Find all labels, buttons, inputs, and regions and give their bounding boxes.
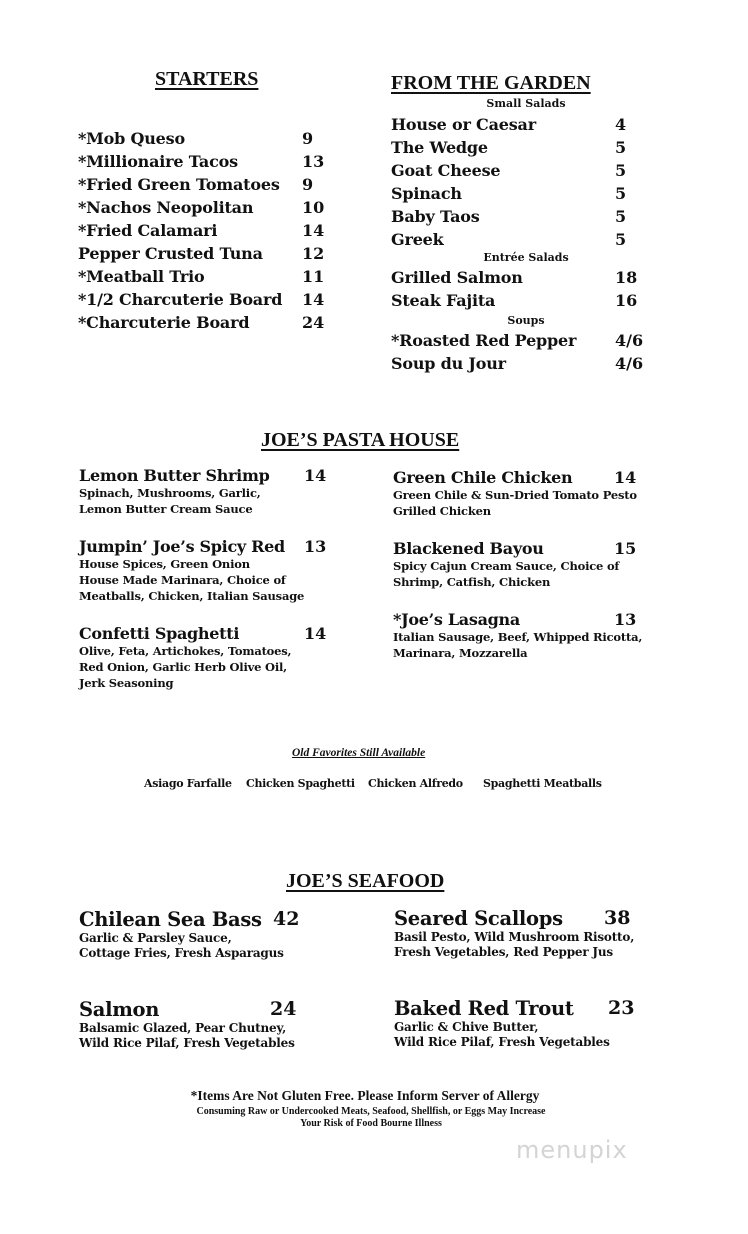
dish-price: 15 xyxy=(614,539,637,558)
item-price: 5 xyxy=(615,230,627,249)
menu-item xyxy=(78,150,358,173)
seafood-dish xyxy=(79,998,295,1051)
dish-desc-line: Fresh Vegetables, Red Pepper Jus xyxy=(394,945,613,959)
menu-item xyxy=(78,173,358,196)
item-price: 18 xyxy=(615,268,638,287)
item-name: Grilled Salmon xyxy=(391,268,523,287)
dish-price: 13 xyxy=(614,610,637,629)
dish-name: Jumpin’ Joe’s Spicy Red xyxy=(79,537,285,556)
dish-desc-line: Cottage Fries, Fresh Asparagus xyxy=(79,946,284,960)
menu-item xyxy=(391,159,661,182)
dish-desc-line: Red Onion, Garlic Herb Olive Oil, xyxy=(79,660,287,674)
dish-name: Green Chile Chicken xyxy=(393,468,573,487)
dish-desc-line: Spicy Cajun Cream Sauce, Choice of xyxy=(393,559,620,573)
watermark-logo: menupix xyxy=(516,1136,628,1164)
old-favorites-heading: Old Favorites Still Available xyxy=(292,747,426,759)
pasta-heading: JOE’S PASTA HOUSE xyxy=(261,429,460,451)
dish-desc-line: Balsamic Glazed, Pear Chutney, xyxy=(79,1021,287,1035)
soups-label: Soups xyxy=(507,314,545,327)
old-favorite-item: Spaghetti Meatballs xyxy=(483,777,602,790)
menu-item xyxy=(78,311,358,334)
menu-item xyxy=(78,219,358,242)
dish-desc-line: House Spices, Green Onion xyxy=(79,557,250,571)
item-price: 11 xyxy=(302,267,325,286)
dish-price: 14 xyxy=(304,466,327,485)
dish-desc-line: Garlic & Parsley Sauce, xyxy=(79,931,232,945)
dish-desc-line: Jerk Seasoning xyxy=(79,676,174,690)
dish-desc-line: Shrimp, Catfish, Chicken xyxy=(393,575,551,589)
pasta-dish xyxy=(393,539,637,590)
pasta-dish xyxy=(393,468,637,519)
item-name: Spinach xyxy=(391,184,462,203)
raw-food-warning: Consuming Raw or Undercooked Meats, Seafood, Shellfish, or Eggs May Increase xyxy=(196,1106,546,1117)
starters-list xyxy=(78,127,358,334)
menu-item xyxy=(391,205,661,228)
item-name: Pepper Crusted Tuna xyxy=(78,244,263,263)
menu-item xyxy=(78,288,358,311)
dish-desc-line: Garlic & Chive Butter, xyxy=(394,1020,539,1034)
menu-item xyxy=(78,265,358,288)
item-name: Steak Fajita xyxy=(391,291,496,310)
old-favorite-item: Chicken Alfredo xyxy=(368,777,463,790)
dish-name: Seared Scallops xyxy=(394,907,563,930)
entree-salads-label: Entrée Salads xyxy=(483,251,569,264)
item-price: 4/6 xyxy=(615,331,644,350)
menu-item xyxy=(78,196,358,219)
item-price: 4/6 xyxy=(615,354,644,373)
pasta-dish xyxy=(79,466,327,517)
item-name: Soup du Jour xyxy=(391,354,506,373)
dish-desc-line: Marinara, Mozzarella xyxy=(393,646,528,660)
pasta-dish xyxy=(393,610,642,661)
item-name: *Meatball Trio xyxy=(78,267,205,286)
item-name: *1/2 Charcuterie Board xyxy=(78,290,283,309)
item-price: 4 xyxy=(615,115,627,134)
menu-item xyxy=(391,113,661,136)
item-name: *Fried Green Tomatoes xyxy=(78,175,280,194)
item-price: 16 xyxy=(615,291,638,310)
dish-desc-line: Spinach, Mushrooms, Garlic, xyxy=(79,486,261,500)
item-price: 14 xyxy=(302,290,325,309)
menu-item xyxy=(391,289,661,312)
item-price: 14 xyxy=(302,221,325,240)
dish-desc-line: Wild Rice Pilaf, Fresh Vegetables xyxy=(79,1036,295,1050)
pasta-dish xyxy=(79,537,327,604)
small-salads-label: Small Salads xyxy=(486,97,566,110)
item-price: 13 xyxy=(302,152,325,171)
menu-item xyxy=(78,127,358,150)
old-favorite-item: Chicken Spaghetti xyxy=(246,777,355,790)
item-name: *Charcuterie Board xyxy=(78,313,250,332)
item-price: 10 xyxy=(302,198,325,217)
raw-food-warning: Your Risk of Food Bourne Illness xyxy=(300,1118,442,1129)
menu-item xyxy=(391,228,661,251)
starters-heading: STARTERS xyxy=(155,68,259,90)
item-price: 24 xyxy=(302,313,325,332)
item-name: Greek xyxy=(391,230,444,249)
soups-list xyxy=(391,329,661,375)
dish-name: Blackened Bayou xyxy=(393,539,544,558)
old-favorite-item: Asiago Farfalle xyxy=(144,777,232,790)
seafood-dish xyxy=(394,997,635,1050)
dish-desc-line: Green Chile & Sun-Dried Tomato Pesto xyxy=(393,488,637,502)
dish-desc-line: House Made Marinara, Choice of xyxy=(79,573,286,587)
dish-name: Salmon xyxy=(79,998,160,1021)
dish-desc-line: Wild Rice Pilaf, Fresh Vegetables xyxy=(394,1035,610,1049)
item-name: *Fried Calamari xyxy=(78,221,218,240)
dish-price: 14 xyxy=(304,624,327,643)
item-price: 5 xyxy=(615,138,627,157)
item-name: House or Caesar xyxy=(391,115,536,134)
small-salads-list xyxy=(391,113,661,251)
item-name: Baby Taos xyxy=(391,207,480,226)
item-price: 5 xyxy=(615,161,627,180)
item-name: *Millionaire Tacos xyxy=(78,152,238,171)
item-price: 9 xyxy=(302,129,314,148)
dish-price: 38 xyxy=(604,907,631,929)
item-price: 12 xyxy=(302,244,325,263)
dish-price: 24 xyxy=(270,998,297,1020)
item-name: The Wedge xyxy=(391,138,488,157)
dish-desc-line: Italian Sausage, Beef, Whipped Ricotta, xyxy=(393,630,643,644)
seafood-dish xyxy=(394,907,634,960)
dish-price: 14 xyxy=(614,468,637,487)
item-name: *Nachos Neopolitan xyxy=(78,198,254,217)
item-name: *Roasted Red Pepper xyxy=(391,331,577,350)
menu-item xyxy=(391,352,661,375)
dish-desc-line: Basil Pesto, Wild Mushroom Risotto, xyxy=(394,930,635,944)
menu-item xyxy=(78,242,358,265)
dish-name: *Joe’s Lasagna xyxy=(393,610,520,629)
dish-price: 42 xyxy=(273,908,300,930)
item-price: 9 xyxy=(302,175,314,194)
dish-desc-line: Grilled Chicken xyxy=(393,504,491,518)
gluten-note: *Items Are Not Gluten Free. Please Inform Server of Allergy xyxy=(190,1088,540,1103)
menu-item xyxy=(391,182,661,205)
dish-price: 23 xyxy=(608,997,635,1019)
item-price: 5 xyxy=(615,184,627,203)
menu-item xyxy=(391,329,661,352)
seafood-dish xyxy=(79,908,300,961)
dish-desc-line: Lemon Butter Cream Sauce xyxy=(79,502,253,516)
item-name: *Mob Queso xyxy=(78,129,185,148)
seafood-heading: JOE’S SEAFOOD xyxy=(286,870,445,892)
entree-salads-list xyxy=(391,266,661,312)
menu-item xyxy=(391,136,661,159)
dish-name: Chilean Sea Bass xyxy=(79,908,262,931)
dish-name: Confetti Spaghetti xyxy=(79,624,240,643)
dish-price: 13 xyxy=(304,537,327,556)
dish-desc-line: Olive, Feta, Artichokes, Tomatoes, xyxy=(79,644,292,658)
dish-name: Baked Red Trout xyxy=(394,997,574,1020)
garden-heading: FROM THE GARDEN xyxy=(391,72,591,94)
item-price: 5 xyxy=(615,207,627,226)
dish-desc-line: Meatballs, Chicken, Italian Sausage xyxy=(79,589,305,603)
item-name: Goat Cheese xyxy=(391,161,501,180)
pasta-dish xyxy=(79,624,327,691)
menu-item xyxy=(391,266,661,289)
dish-name: Lemon Butter Shrimp xyxy=(79,466,270,485)
